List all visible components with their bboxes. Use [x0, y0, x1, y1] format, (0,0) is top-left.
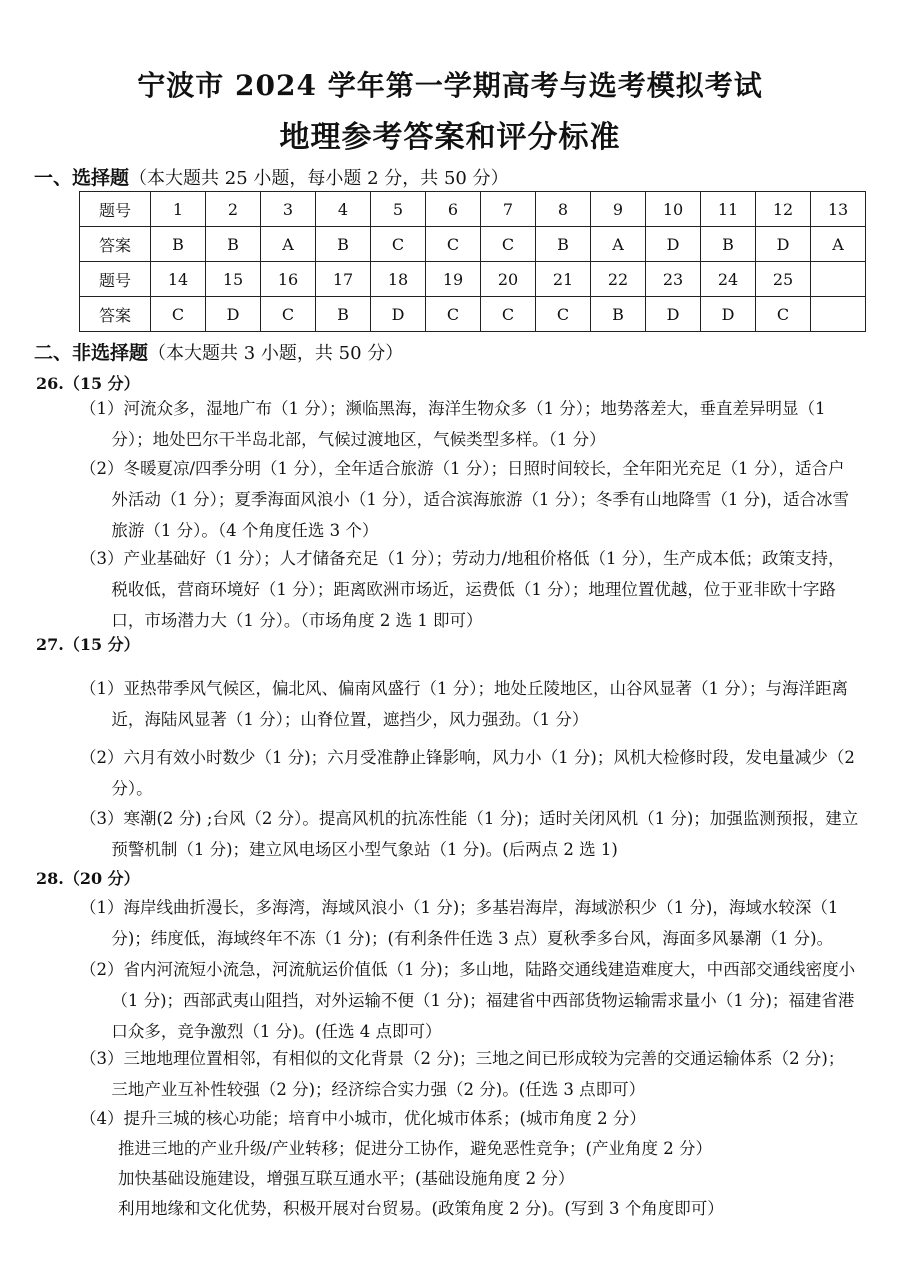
table-cell: A	[261, 227, 316, 262]
table-cell: 6	[426, 192, 481, 227]
table-cell: 23	[646, 262, 701, 297]
q27-heading: 27.（15 分）	[36, 635, 140, 654]
q28-part1: （1）海岸线曲折漫长，多海湾，海域风浪小（1 分)；多基岩海岸，海域淤积少（1 分)，海域水较深（1 分)；纬度低，海域终年不冻（1 分)；(有利条件任选 3 点）夏秋季多台风，海面多风暴潮（1 分)。	[80, 898, 839, 948]
table-cell: C	[481, 297, 536, 332]
table-cell: A	[811, 227, 866, 262]
exam-subtitle: 地理参考答案和评分标准	[279, 120, 621, 155]
table-cell: 2	[206, 192, 261, 227]
table-cell: C	[261, 297, 316, 332]
answer-row-2	[80, 297, 866, 332]
table-cell: C	[426, 227, 481, 262]
table-cell: 21	[536, 262, 591, 297]
table-cell: 4	[316, 192, 371, 227]
table-cell: 25	[756, 262, 811, 297]
table-cell: 13	[811, 192, 866, 227]
table-cell: 14	[151, 262, 206, 297]
table-cell: 20	[481, 262, 536, 297]
q28-part4: （4）提升三城的核心功能；培育中小城市，优化城市体系；(城市角度 2 分）	[80, 1109, 646, 1128]
q27-part2: （2）六月有效小时数少（1 分)；六月受准静止锋影响，风力小（1 分)；风机大检修时段，发电量减少（2 分）。	[80, 748, 855, 798]
table-cell: 12	[756, 192, 811, 227]
q26-heading: 26.（15 分）	[36, 374, 140, 393]
row-label-answer: 答案	[80, 297, 151, 332]
table-cell: 5	[371, 192, 426, 227]
table-cell: C	[481, 227, 536, 262]
table-cell: B	[151, 227, 206, 262]
table-cell: 16	[261, 262, 316, 297]
q27-part3: （3）寒潮(2 分) ;台风（2 分）。提高风机的抗冻性能（1 分)；适时关闭风机（1 分)；加强监测预报，建立预警机制（1 分)；建立风电场区小型气象站（1 分)。(后两点 2 选 1)	[80, 809, 859, 859]
table-cell: D	[206, 297, 261, 332]
section2-header	[34, 338, 403, 365]
table-cell: C	[426, 297, 481, 332]
table-cell: 1	[151, 192, 206, 227]
table-cell: 22	[591, 262, 646, 297]
answer-table	[79, 191, 866, 332]
table-cell: A	[591, 227, 646, 262]
table-cell: 17	[316, 262, 371, 297]
table-cell: B	[316, 297, 371, 332]
q28-part4-line2: 推进三地的产业升级/产业转移；促进分工协作，避免恶性竞争；(产业角度 2 分）	[118, 1139, 712, 1158]
row-label-question: 题号	[80, 192, 151, 227]
table-cell: B	[536, 227, 591, 262]
table-cell: C	[536, 297, 591, 332]
table-cell: 9	[591, 192, 646, 227]
section1-header	[34, 163, 509, 190]
q26-part1: （1）河流众多，湿地广布（1 分）；濒临黑海，海洋生物众多（1 分）；地势落差大，垂直差异明显（1 分）；地处巴尔干半岛北部，气候过渡地区，气候类型多样。（1 分）	[80, 399, 826, 449]
q26-part2: （2）冬暖夏凉/四季分明（1 分），全年适合旅游（1 分）；日照时间较长，全年阳光充足（1 分），适合户外活动（1 分）；夏季海面风浪小（1 分），适合滨海旅游（1 分）；冬季有山地降雪（1 分)，适合冰雪旅游（1 分）。（4 个角度任选 3 个）	[80, 459, 850, 540]
row-label-question: 题号	[80, 262, 151, 297]
table-cell: C	[151, 297, 206, 332]
table-cell: D	[371, 297, 426, 332]
table-cell	[811, 297, 866, 332]
table-cell	[811, 262, 866, 297]
table-cell: B	[591, 297, 646, 332]
row-label-answer: 答案	[80, 227, 151, 262]
table-cell: 19	[426, 262, 481, 297]
q26-part3: （3）产业基础好（1 分）；人才储备充足（1 分）；劳动力/地租价格低（1 分），生产成本低；政策支持，税收低，营商环境好（1 分）；距离欧洲市场近，运费低（1 分）；地理位置优越，位于亚非欧十字路口，市场潜力大（1 分）。（市场角度 2 选 1 即可）	[80, 549, 845, 630]
section1-heading: 一、选择题	[34, 167, 130, 189]
q28-heading: 28.（20 分）	[36, 869, 140, 888]
q28-part2: （2）省内河流短小流急，河流航运价值低（1 分)；多山地，陆路交通线建造难度大，中西部交通线密度小（1 分)；西部武夷山阻挡，对外运输不便（1 分)；福建省中西部货物运输需求量小（1 分)；福建省港口众多，竞争激烈（1 分)。(任选 4 点即可）	[80, 960, 856, 1041]
table-cell: B	[206, 227, 261, 262]
table-cell: 11	[701, 192, 756, 227]
table-cell: 24	[701, 262, 756, 297]
table-cell: C	[371, 227, 426, 262]
answer-row-1	[80, 227, 866, 262]
q28-part4-line4: 利用地缘和文化优势，积极开展对台贸易。(政策角度 2 分)。(写到 3 个角度即可）	[118, 1199, 724, 1218]
section1-note: （本大题共 25 小题，每小题 2 分，共 50 分）	[129, 168, 509, 189]
section2-note: （本大题共 3 小题，共 50 分）	[148, 343, 404, 364]
table-cell: D	[756, 227, 811, 262]
exam-title: 宁波市 2024 学年第一学期高考与选考模拟考试	[137, 69, 763, 102]
table-cell: B	[701, 227, 756, 262]
table-cell: 10	[646, 192, 701, 227]
q28-part4-line3: 加快基础设施建设，增强互联互通水平；(基础设施角度 2 分）	[118, 1169, 575, 1188]
table-cell: 18	[371, 262, 426, 297]
table-cell: D	[701, 297, 756, 332]
question-row-2	[80, 262, 866, 297]
table-cell: D	[646, 297, 701, 332]
table-cell: 3	[261, 192, 316, 227]
table-cell: 8	[536, 192, 591, 227]
table-cell: 15	[206, 262, 261, 297]
question-row-1	[80, 192, 866, 227]
table-cell: D	[646, 227, 701, 262]
table-cell: C	[756, 297, 811, 332]
q28-part3: （3）三地地理位置相邻，有相似的文化背景（2 分)；三地之间已形成较为完善的交通运输体系（2 分)；三地产业互补性较强（2 分)；经济综合实力强（2 分)。(任选 3 点即可）	[80, 1049, 845, 1099]
section2-heading: 二、非选择题	[34, 342, 149, 364]
table-cell: 7	[481, 192, 536, 227]
table-cell: B	[316, 227, 371, 262]
q27-part1: （1）亚热带季风气候区，偏北风、偏南风盛行（1 分）；地处丘陵地区，山谷风显著（1 分）；与海洋距离近，海陆风显著（1 分）；山脊位置，遮挡少，风力强劲。（1 分）	[80, 679, 848, 729]
